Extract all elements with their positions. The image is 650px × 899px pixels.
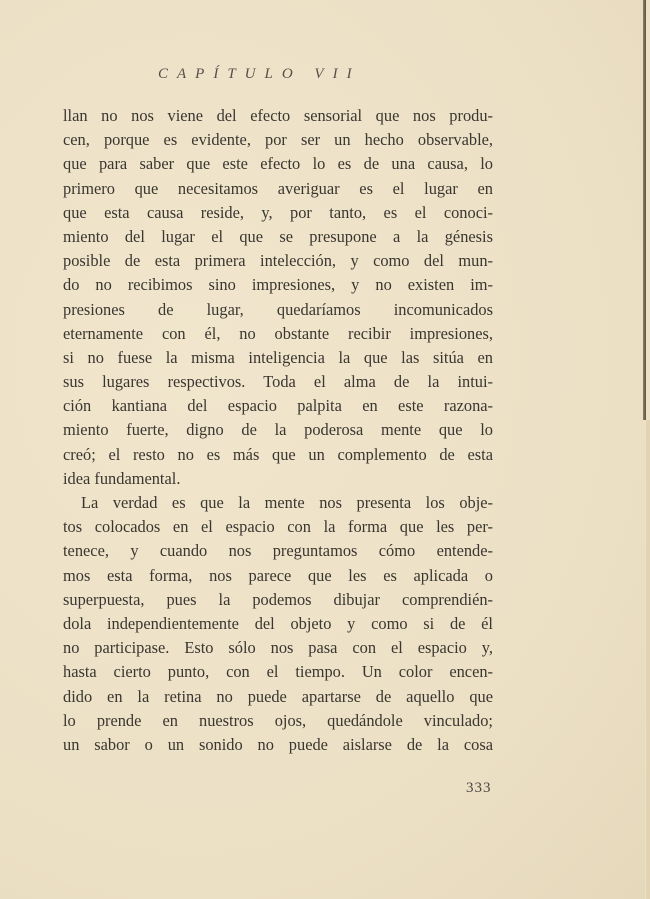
text-line: do no recibimos sino impresiones, y no existen im-: [63, 275, 493, 295]
text-line: cen, porque es evidente, por ser un hecho observable,: [63, 130, 493, 150]
paragraph-1: [63, 104, 493, 491]
text-line: sus lugares respectivos. Toda el alma de la intui-: [63, 372, 493, 392]
page-edge: [643, 0, 646, 420]
text-line: lo prende en nuestros ojos, quedándole vinculado;: [63, 710, 493, 730]
text-line: hasta cierto punto, con el tiempo. Un color encen-: [63, 662, 493, 682]
text-line: tenece, y cuando nos preguntamos cómo entende-: [63, 541, 493, 561]
text-line: La verdad es que la mente nos presenta los obje-: [81, 493, 493, 512]
text-line: dola independientemente del objeto y como si de él: [63, 613, 493, 633]
text-line: ción kantiana del espacio palpita en este razona-: [63, 396, 493, 416]
text-line: un sabor o un sonido no puede aislarse de la cosa: [63, 734, 493, 754]
text-line: llan no nos viene del efecto sensorial que nos produ-: [63, 106, 493, 125]
text-line: posible de esta primera intelección, y como del mun-: [63, 251, 493, 271]
text-line: creó; el resto no es más que un complemento de esta: [63, 444, 493, 464]
text-line: mos esta forma, nos parece que les es aplicada o: [63, 565, 493, 585]
body-text: [63, 104, 493, 757]
running-head: CAPÍTULO VII: [158, 66, 361, 82]
text-line: si no fuese la misma inteligencia la que las sitúa en: [63, 347, 493, 367]
text-line: no participase. Esto sólo nos pasa con el espacio y,: [63, 638, 493, 658]
page-edge-lower: [646, 420, 650, 899]
page-number: 333: [466, 780, 492, 796]
text-line: presiones de lugar, quedaríamos incomunicados: [63, 299, 493, 319]
paragraph-2: [63, 491, 493, 757]
text-line: que para saber que este efecto lo es de una causa, lo: [63, 154, 493, 174]
text-line: idea fundamental.: [63, 468, 181, 488]
text-line: miento del lugar el que se presupone a la génesis: [63, 226, 493, 246]
text-line: superpuesta, pues la podemos dibujar comprendién-: [63, 589, 493, 609]
text-line: miento fuerte, digno de la poderosa mente que lo: [63, 420, 493, 440]
text-line: que esta causa reside, y, por tanto, es el conoci-: [63, 202, 493, 222]
text-line: eternamente con él, no obstante recibir impresiones,: [63, 323, 493, 343]
text-line: primero que necesitamos averiguar es el lugar en: [63, 178, 493, 198]
text-line: dido en la retina no puede apartarse de aquello que: [63, 686, 493, 706]
text-line: tos colocados en el espacio con la forma que les per-: [63, 517, 493, 537]
